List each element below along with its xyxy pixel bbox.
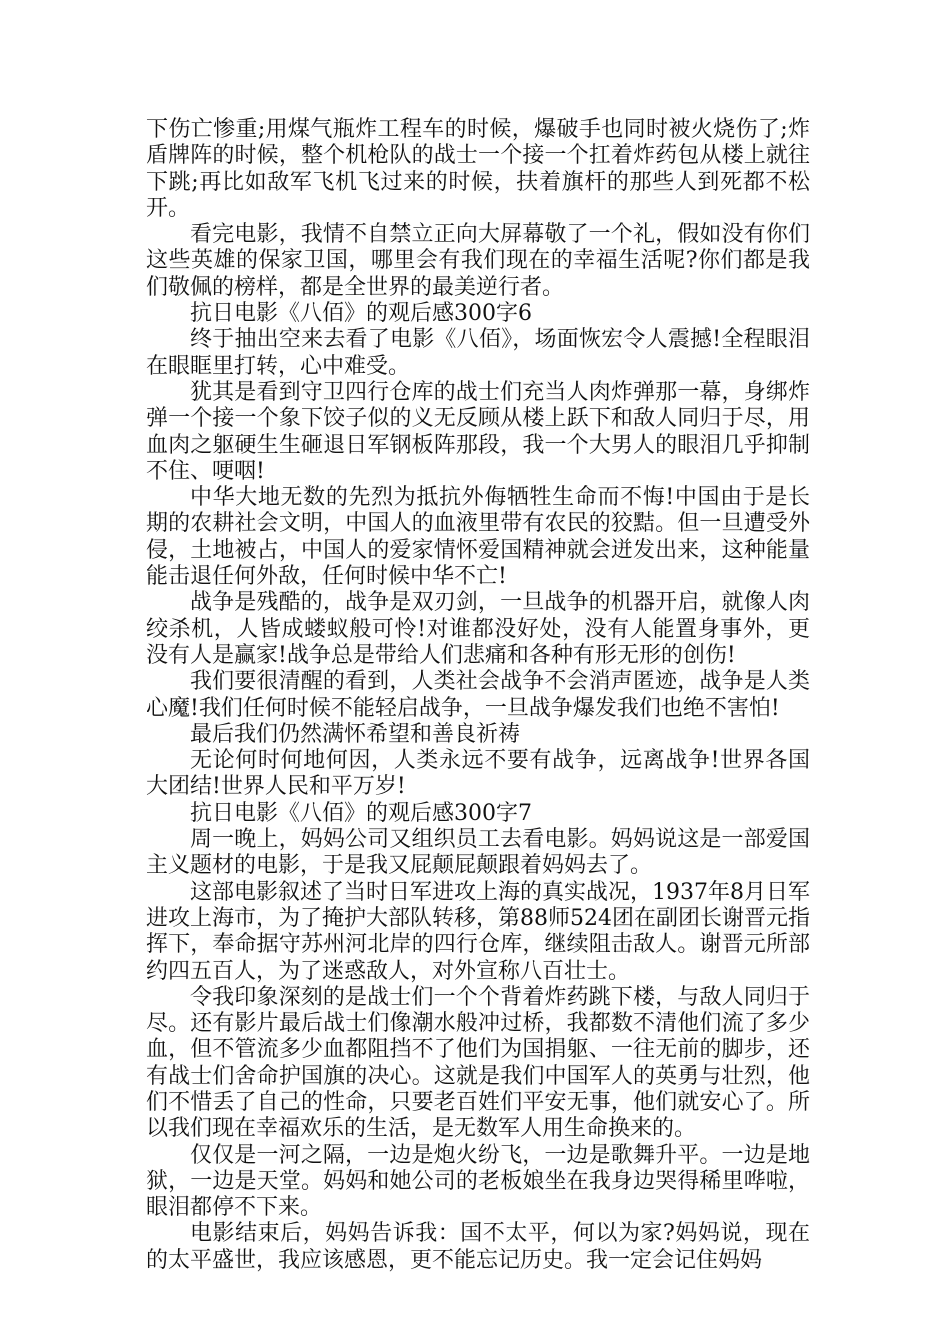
document-page [146, 117, 810, 1274]
paragraph: 我们要很清醒的看到，人类社会战争不会消声匿迹，战争是人类心魔!我们任何时候不能轻启战争，一旦战争爆发我们也绝不害怕! [146, 669, 810, 721]
paragraph: 仅仅是一河之隔，一边是炮火纷飞，一边是歌舞升平。一边是地狱，一边是天堂。妈妈和她公司的老板娘坐在我身边哭得稀里哗啦，眼泪都停不下来。 [146, 1142, 810, 1221]
section-heading: 抗日电影《八佰》的观后感300字6 [190, 301, 532, 327]
paragraph: 电影结束后，妈妈告诉我：国不太平，何以为家?妈妈说，现在的太平盛世，我应该感恩，更不能忘记历史。我一定会记住妈妈 [146, 1221, 810, 1273]
paragraph: 战争是残酷的，战争是双刃剑，一旦战争的机器开启，就像人肉绞杀机，人皆成蝼蚁般可怜!对谁都没好处，没有人能置身事外，更没有人是赢家!战争总是带给人们悲痛和各种有形无形的创伤! [146, 590, 810, 668]
paragraph: 令我印象深刻的是战士们一个个背着炸药跳下楼，与敌人同归于尽。还有影片最后战士们像潮水般冲过桥，我都数不清他们流了多少血，但不管流多少血都阻挡不了他们为国捐躯、一往无前的脚步，还有战士们舍命护国旗的决心。这就是我们中国军人的英勇与壮烈，他们不惜丢了自己的性命，只要老百姓们平安无事，他们就安心了。所以我们现在幸福欢乐的生活，是无数军人用生命换来的。 [146, 984, 810, 1142]
section-heading: 抗日电影《八佰》的观后感300字7 [190, 800, 532, 826]
paragraph: 看完电影，我情不自禁立正向大屏幕敬了一个礼，假如没有你们这些英雄的保家卫国，哪里会有我们现在的幸福生活呢?你们都是我们敬佩的榜样，都是全世界的最美逆行者。 [146, 222, 810, 300]
paragraph: 中华大地无数的先烈为抵抗外侮牺牲生命而不悔!中国由于是长期的农耕社会文明，中国人的血液里带有农民的狡黠。但一旦遭受外侵，土地被占，中国人的爱家情怀爱国精神就会迸发出来，这种能量能击退任何外敌，任何时候中华不亡! [146, 485, 810, 590]
paragraph-continuation: 下伤亡惨重;用煤气瓶炸工程车的时候，爆破手也同时被火烧伤了;炸盾牌阵的时候，整个机枪队的战士一个接一个扛着炸药包从楼上就往下跳;再比如敌军飞机飞过来的时候，扶着旗杆的那些人到死都不松开。 [146, 117, 810, 221]
paragraph: 这部电影叙述了当时日军进攻上海的真实战况，1937年8月日军进攻上海市，为了掩护大部队转移，第88师524团在副团长谢晋元指挥下，奉命据守苏州河北岸的四行仓库，继续阻击敌人。谢晋元所部约四五百人，为了迷惑敌人，对外宣称八百壮士。 [146, 879, 810, 984]
paragraph: 无论何时何地何因，人类永远不要有战争，远离战争!世界各国大团结!世界人民和平万岁! [146, 748, 810, 800]
paragraph: 终于抽出空来去看了电影《八佰》，场面恢宏令人震撼!全程眼泪在眼眶里打转，心中难受。 [146, 327, 810, 379]
paragraph: 犹其是看到守卫四行仓库的战士们充当人肉炸弹那一幕，身绑炸弹一个接一个象下饺子似的义无反顾从楼上跃下和敌人同归于尽，用血肉之躯硬生生砸退日军钢板阵那段，我一个大男人的眼泪几乎抑制不住、哽咽! [146, 379, 810, 484]
paragraph: 周一晚上，妈妈公司又组织员工去看电影。妈妈说这是一部爱国主义题材的电影，于是我又屁颠屁颠跟着妈妈去了。 [146, 827, 810, 879]
paragraph: 最后我们仍然满怀希望和善良祈祷 [190, 721, 521, 747]
